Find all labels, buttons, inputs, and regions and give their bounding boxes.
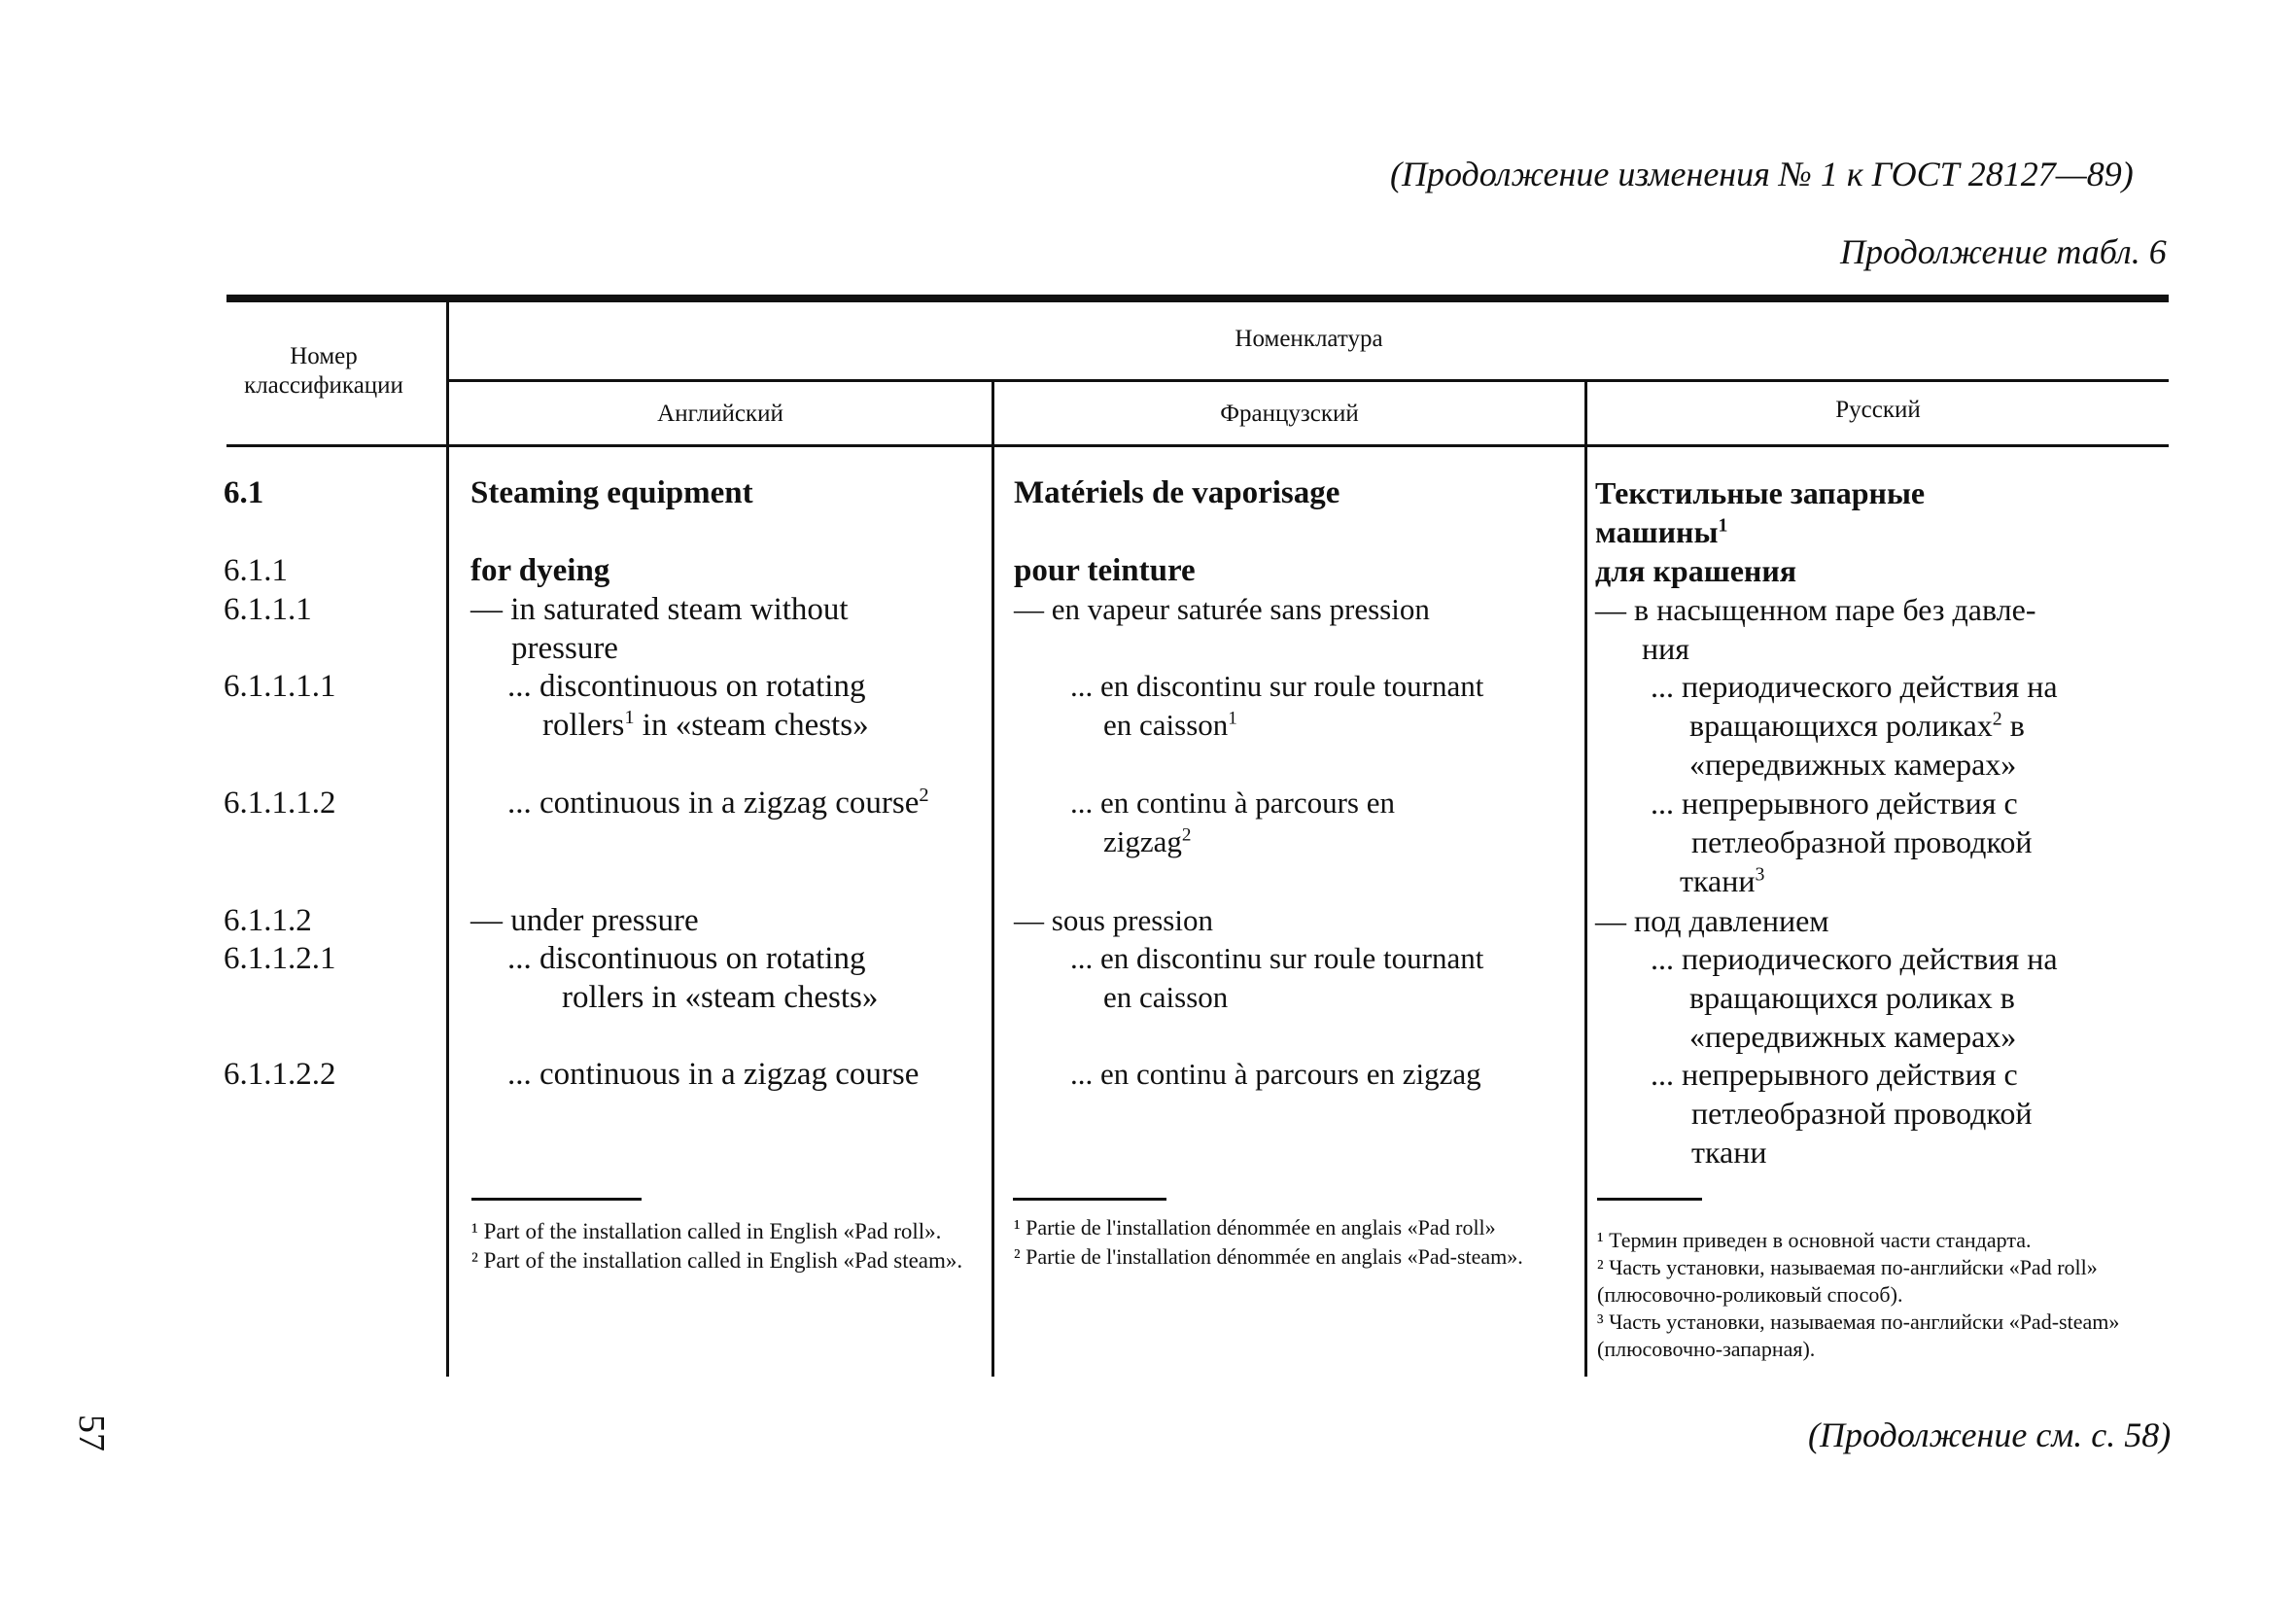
term-english — [470, 590, 849, 668]
term-russian-line: — в насыщенном паре без давле- — [1595, 592, 2036, 627]
document-continuation-title: (Продолжение изменения № 1 к ГОСТ 28127—89) — [1390, 155, 2134, 193]
term-french: — sous pression — [1014, 903, 1213, 937]
term-russian-line: «передвижных камерах» — [1689, 747, 2017, 782]
row-number: 6.1.1.1.2 — [224, 786, 336, 821]
term-russian-line: петлеобразной проводкой — [1691, 824, 2033, 859]
term-text: in «steam chests» — [634, 708, 869, 743]
nomenclature-divider — [449, 379, 2169, 382]
header-russian: Русский — [1835, 397, 1921, 423]
footnotes-russian — [1597, 1227, 2161, 1363]
term-french-line: en caisson — [1103, 980, 1229, 1014]
term-english-line: — in saturated steam without — [470, 592, 849, 627]
term-russian-line — [1595, 512, 1925, 551]
term-text: вращающихся роликах — [1689, 708, 1993, 743]
term-russian-line: петлеобразной проводкой — [1691, 1096, 2033, 1131]
term-russian — [1651, 939, 2058, 1056]
term-french — [1070, 939, 1483, 1017]
footnote-separator-russian — [1597, 1198, 1702, 1201]
footnote: ³ Часть установки, называемая по-английски «Pad-steam» (плюсовочно-запарная). — [1597, 1310, 2120, 1361]
term-russian-line — [1651, 861, 2032, 900]
term-english — [507, 939, 878, 1017]
term-russian-line: вращающихся роликах в — [1689, 980, 2015, 1015]
term-russian — [1651, 784, 2032, 900]
term-russian-line: ... непрерывного действия с — [1651, 1057, 2018, 1092]
footnote-ref: 3 — [1755, 863, 1765, 886]
term-english-line: ... discontinuous on rotating — [507, 941, 866, 976]
continued-on-page: (Продолжение см. с. 58) — [1808, 1415, 2172, 1454]
term-russian-line — [1651, 706, 2058, 745]
footnote: ² Часть установки, называемая по-английски «Pad roll» (плюсовочно-роликовый способ). — [1597, 1255, 2098, 1307]
term-russian — [1651, 1055, 2032, 1171]
footnote: ¹ Part of the installation called in English «Pad roll». — [471, 1219, 942, 1243]
footnote-separator-english — [471, 1198, 642, 1201]
term-french — [1070, 667, 1483, 745]
row-number: 6.1.1 — [224, 553, 288, 588]
term-text: машины — [1595, 514, 1719, 549]
term-english-line — [507, 706, 869, 745]
term-french — [1070, 784, 1395, 861]
term-text: в — [2001, 708, 2025, 743]
row-number: 6.1.1.2.2 — [224, 1057, 336, 1092]
footnote: ² Partie de l'installation dénommée en anglais «Pad-steam». — [1014, 1244, 1523, 1269]
footnote-ref: 1 — [1718, 514, 1728, 537]
term-text: rollers — [542, 708, 625, 743]
term-english-line: pressure — [511, 631, 618, 666]
footnote-ref: 2 — [1181, 824, 1192, 846]
footnote: ¹ Partie de l'installation dénommée en anglais «Pad roll» — [1014, 1215, 1496, 1240]
row-number: 6.1.1.1.1 — [224, 669, 336, 704]
row-number: 6.1.1.2.1 — [224, 941, 336, 976]
col-divider-french — [1584, 380, 1587, 1377]
term-russian-line: ... непрерывного действия с — [1651, 786, 2018, 821]
term-french-line — [1070, 822, 1395, 861]
term-french: Matériels de vaporisage — [1014, 475, 1340, 510]
term-french-line: ... en discontinu sur roule tournant — [1070, 941, 1484, 975]
header-english: Английский — [657, 401, 783, 427]
term-russian: — под давлением — [1595, 903, 1829, 938]
term-english: ... continuous in a zigzag course — [507, 1057, 920, 1092]
term-russian-line: Текстильные запарные — [1595, 475, 1926, 510]
term-russian-line: «передвижных камерах» — [1689, 1019, 2017, 1054]
term-russian: для крашения — [1595, 553, 1797, 588]
term-text: ... continuous in a zigzag course — [507, 786, 920, 821]
footnotes-english — [471, 1217, 977, 1275]
row-number: 6.1 — [224, 475, 264, 510]
row-number: 6.1.1.2 — [224, 903, 312, 938]
header-bottom-rule — [226, 444, 2169, 447]
term-french-line — [1070, 706, 1483, 745]
footnote-ref: 1 — [1228, 708, 1237, 729]
term-english — [507, 784, 929, 822]
term-text: zigzag — [1103, 824, 1182, 858]
col-divider-english — [991, 380, 994, 1377]
page-number: 57 — [71, 1415, 112, 1451]
term-french: pour teinture — [1014, 553, 1196, 588]
footnote: ¹ Термин приведен в основной части стандарта. — [1597, 1228, 2032, 1252]
footnote-ref: 2 — [1992, 708, 2002, 730]
term-french-line: ... en continu à parcours en — [1070, 786, 1395, 820]
term-russian-line: ткани — [1691, 1135, 1767, 1170]
footnotes-french — [1014, 1213, 1568, 1272]
row-number: 6.1.1.1 — [224, 592, 312, 627]
term-text: en caisson — [1103, 708, 1229, 742]
term-russian-line: ... периодического действия на — [1651, 669, 2058, 704]
term-english: Steaming equipment — [470, 475, 753, 510]
footnote-ref: 1 — [624, 707, 635, 728]
footnote-ref: 2 — [919, 785, 929, 806]
footnote-separator-french — [1013, 1198, 1166, 1201]
term-text: ткани — [1680, 863, 1756, 898]
header-french: Французский — [1220, 401, 1359, 427]
term-english — [507, 667, 869, 745]
term-french-line: ... en discontinu sur roule tournant — [1070, 669, 1484, 703]
term-english: — under pressure — [470, 903, 699, 938]
term-russian — [1651, 667, 2058, 784]
term-russian — [1595, 590, 2036, 668]
term-english-line: rollers in «steam chests» — [562, 980, 879, 1015]
term-russian-line: ... периодического действия на — [1651, 941, 2058, 976]
term-russian — [1595, 473, 1925, 551]
table-continuation-label: Продолжение табл. 6 — [1840, 232, 2167, 271]
col-divider-number — [446, 300, 449, 1377]
term-english-line: ... discontinuous on rotating — [507, 669, 866, 704]
term-french: — en vapeur saturée sans pression — [1014, 592, 1430, 626]
term-french: ... en continu à parcours en zigzag — [1070, 1057, 1481, 1091]
term-english: for dyeing — [470, 553, 610, 588]
header-nomenclature: Номенклатура — [1235, 326, 1383, 352]
footnote: ² Part of the installation called in English «Pad steam». — [471, 1248, 963, 1273]
term-russian-line: ния — [1642, 631, 1689, 666]
header-classification-number: Номер классификации — [244, 343, 403, 399]
table-top-rule — [226, 295, 2169, 302]
